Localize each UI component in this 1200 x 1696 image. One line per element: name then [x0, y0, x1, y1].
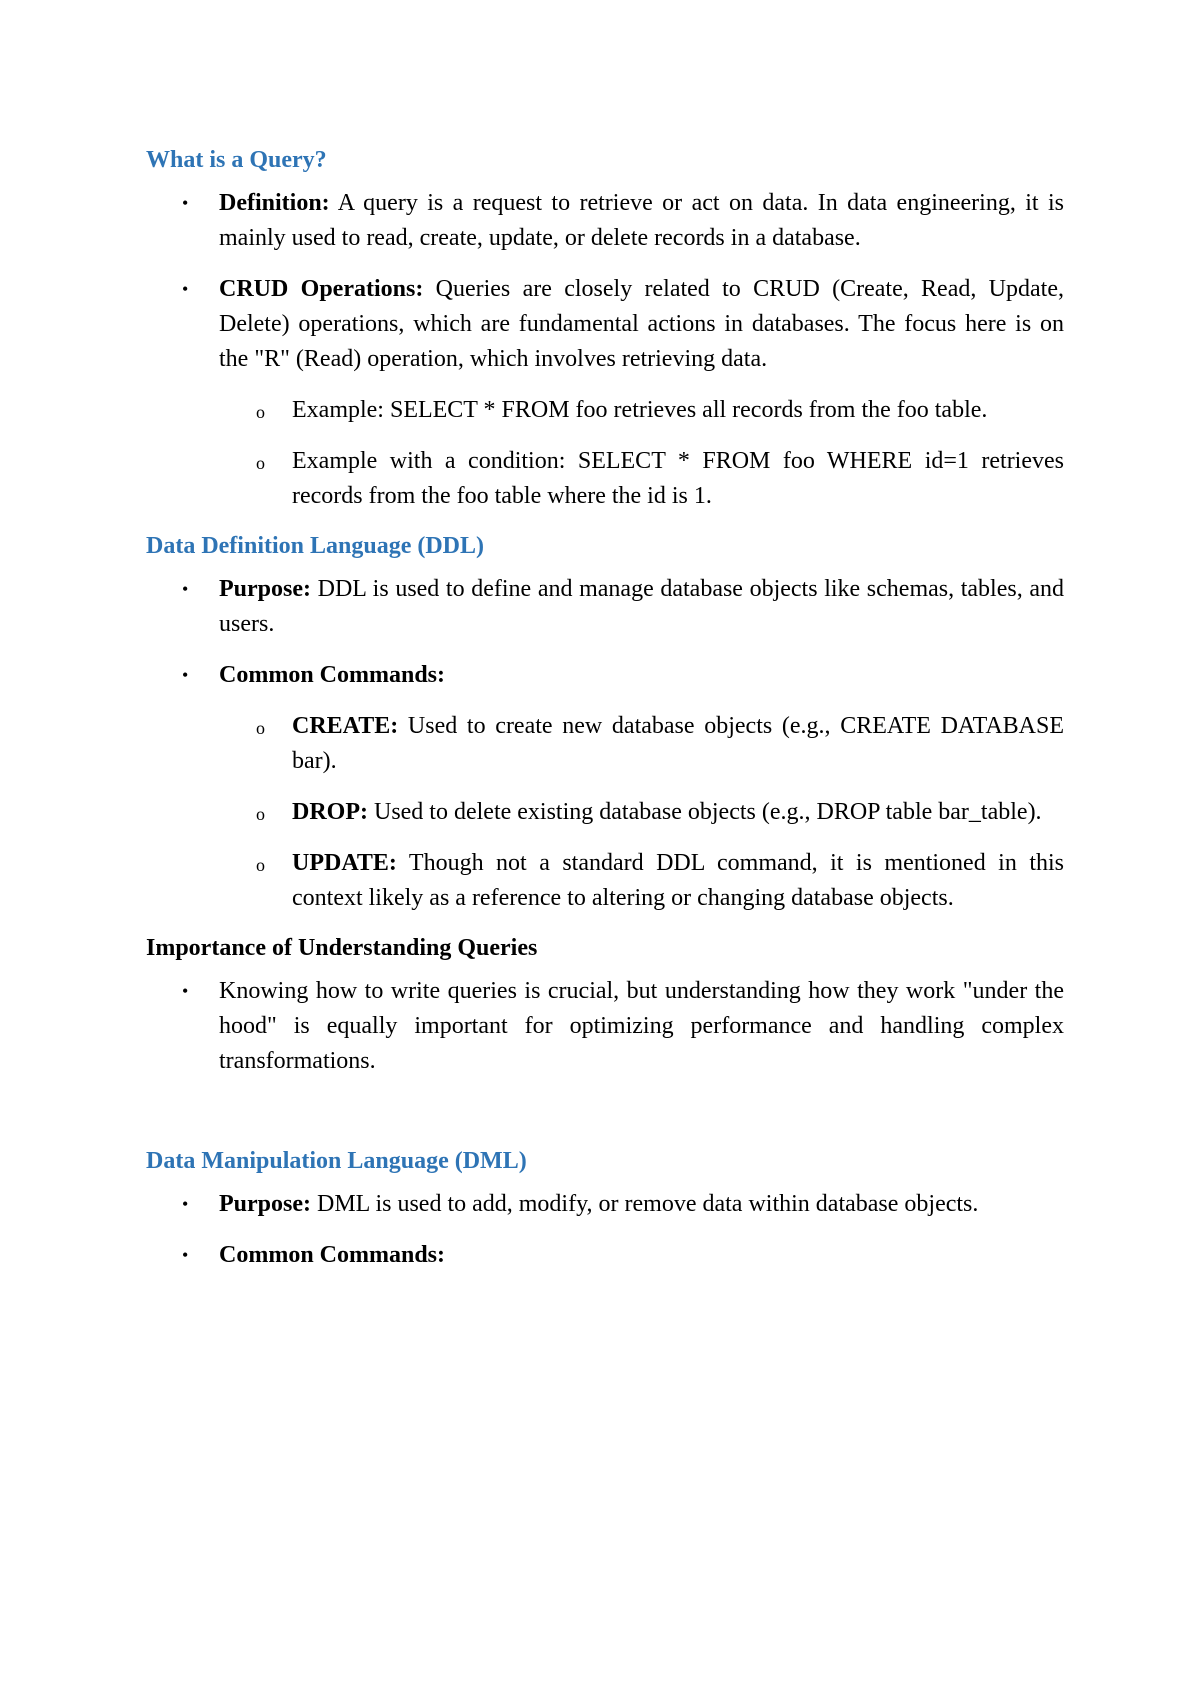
item-label: Definition: [219, 190, 330, 216]
item-text: Example: SELECT * FROM foo retrieves all records from the foo table. [292, 397, 988, 423]
item-text: Knowing how to write queries is crucial, but understanding how they work "under the hood" is equally important for optimizing performance and handling complex transformations. [219, 978, 1064, 1074]
item-label: DROP: [292, 799, 368, 825]
query-bullet-list [146, 186, 1064, 514]
list-item-crud-operations [146, 272, 1064, 514]
item-text: Queries are closely related to CRUD (Create, Read, Update, Delete) operations, which are fundamental actions in databases. The focus here is on the "R" (Read) operation, which involves retrieving data. [219, 276, 1064, 372]
list-item-update-command [146, 846, 1064, 916]
dml-bullet-list [146, 1187, 1064, 1273]
item-label: Purpose: [219, 576, 311, 602]
item-label: Common Commands: [219, 1242, 446, 1268]
item-label: CREATE: [292, 713, 399, 739]
circle-bullet-icon: o [256, 453, 265, 473]
item-label: CRUD Operations: [219, 276, 424, 302]
list-item-dml-common-commands [146, 1238, 1064, 1273]
importance-bullet-list [146, 974, 1064, 1079]
list-item-ddl-purpose [146, 572, 1064, 642]
bullet-icon: • [182, 1245, 189, 1265]
document-body [146, 144, 1064, 1289]
list-item-ddl-common-commands [146, 658, 1064, 916]
item-text: Example with a condition: SELECT * FROM foo WHERE id=1 retrieves records from the foo table where the id is 1. [292, 448, 1064, 509]
crud-example-list [219, 393, 1064, 514]
list-item-dml-purpose [146, 1187, 1064, 1222]
circle-bullet-icon: o [256, 718, 265, 738]
circle-bullet-icon: o [256, 804, 265, 824]
bullet-icon: • [182, 1194, 189, 1214]
bullet-icon: • [182, 193, 189, 213]
spacer [146, 1095, 1064, 1145]
bullet-icon: • [182, 279, 189, 299]
item-label: Purpose: [219, 1191, 311, 1217]
section-heading-importance: Importance of Understanding Queries [146, 935, 538, 961]
list-item-definition [146, 186, 1064, 256]
item-text: Used to create new database objects (e.g., CREATE DATABASE bar). [292, 713, 1064, 774]
list-item-example-select [146, 393, 1064, 428]
item-label: Common Commands: [219, 662, 446, 688]
ddl-command-list [219, 709, 1064, 916]
item-text: DDL is used to define and manage database objects like schemas, tables, and users. [219, 576, 1064, 637]
list-item-importance [146, 974, 1064, 1079]
section-heading-dml: Data Manipulation Language (DML) [146, 1148, 527, 1174]
bullet-icon: • [182, 579, 189, 599]
bullet-icon: • [182, 981, 189, 1001]
item-label: UPDATE: [292, 850, 397, 876]
bullet-icon: • [182, 665, 189, 685]
item-text: Though not a standard DDL command, it is mentioned in this context likely as a reference to altering or changing database objects. [292, 850, 1064, 911]
circle-bullet-icon: o [256, 402, 265, 422]
list-item-drop-command [146, 795, 1064, 830]
circle-bullet-icon: o [256, 855, 265, 875]
item-text: Used to delete existing database objects (e.g., DROP table bar_table). [367, 799, 1042, 825]
section-heading-what-is-a-query: What is a Query? [146, 147, 327, 173]
list-item-create-command [146, 709, 1064, 779]
item-text: A query is a request to retrieve or act on data. In data engineering, it is mainly used to read, create, update, or delete records in a database. [219, 190, 1064, 251]
section-heading-ddl: Data Definition Language (DDL) [146, 533, 485, 559]
list-item-example-condition [146, 444, 1064, 514]
ddl-bullet-list [146, 572, 1064, 916]
item-text: DML is used to add, modify, or remove data within database objects. [311, 1191, 979, 1217]
